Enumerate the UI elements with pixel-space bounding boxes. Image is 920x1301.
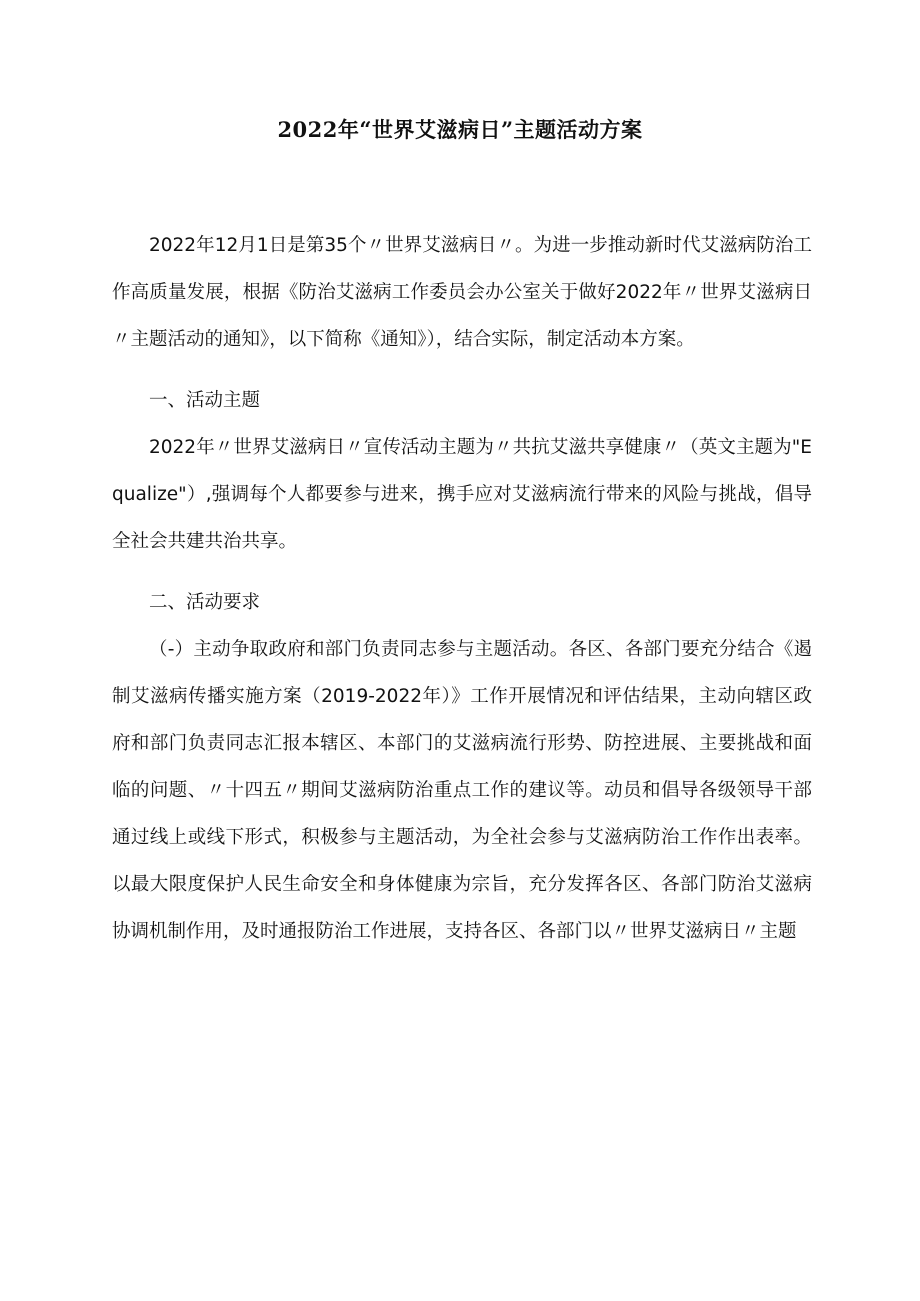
document-body (112, 222, 812, 955)
intro-paragraph: 2022年12月1日是第35个〃世界艾滋病日〃。为进一步推动新时代艾滋病防治工作高质量发展，根据《防治艾滋病工作委员会办公室关于做好2022年〃世界艾滋病日〃主题活动的通知》，以下简称《通知》），结合实际，制定活动本方案。 (112, 235, 812, 350)
theme-paragraph: 2022年〃世界艾滋病日〃宣传活动主题为〃共抗艾滋共享健康〃（英文主题为"Equalize"）,强调每个人都要参与进来，携手应对艾滋病流行带来的风险与挑战，倡导全社会共建共治共享。 (112, 437, 812, 552)
section-heading-theme: 一、活动主题 (149, 390, 261, 411)
section-heading-requirements: 二、活动要求 (149, 592, 261, 613)
requirement-item-1: （-）主动争取政府和部门负责同志参与主题活动。各区、各部门要充分结合《遏制艾滋病传播实施方案（2019-2022年）》工作开展情况和评估结果，主动向辖区政府和部门负责同志汇报本辖区、本部门的艾滋病流行形势、防控进展、主要挑战和面临的问题、〃十四五〃期间艾滋病防治重点工作的建议等。动员和倡导各级领导干部通过线上或线下形式，积极参与主题活动，为全社会参与艾滋病防治工作作出表率。以最大限度保护人民生命安全和身体健康为宗旨，充分发挥各区、各部门防治艾滋病协调机制作用，及时通报防治工作进展，支持各区、各部门以〃世界艾滋病日〃主题 (112, 639, 812, 942)
document-title: 2022年“世界艾滋病日”主题活动方案 (277, 117, 643, 142)
